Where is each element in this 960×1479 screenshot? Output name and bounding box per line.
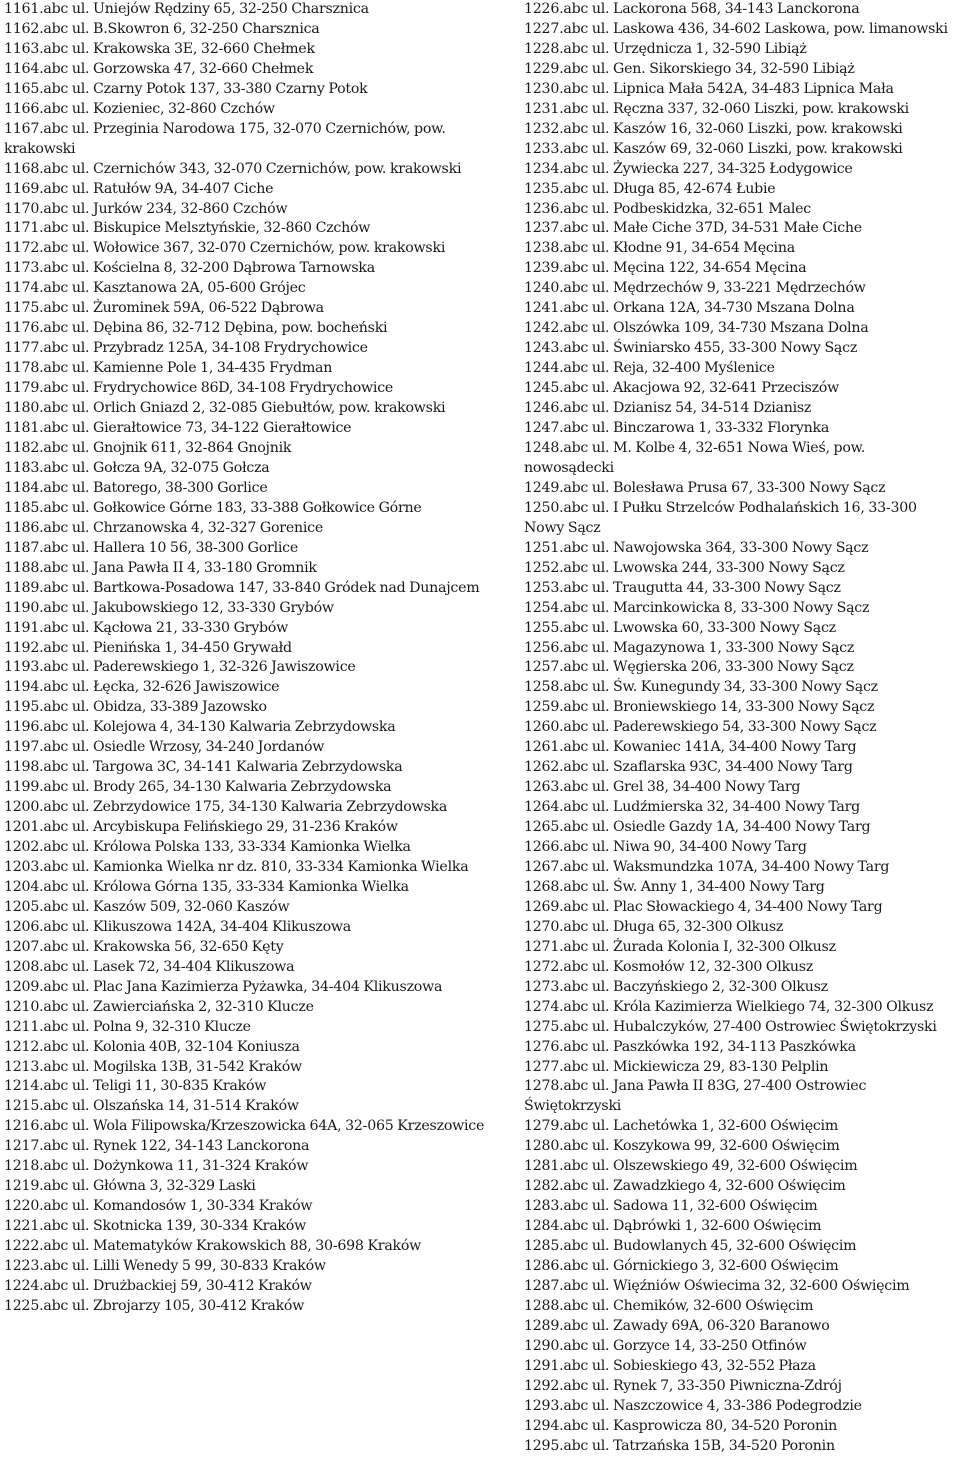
address-entry: 1280.abc ul. Koszykowa 99, 32-600 Oświęcim [524, 1138, 840, 1155]
address-entry: 1190.abc ul. Jakubowskiego 12, 33-330 Grybów [4, 599, 334, 616]
address-entry: 1232.abc ul. Kaszów 16, 32-060 Liszki, pow. krakowski [524, 120, 903, 137]
address-entry: 1294.abc ul. Kasprowicza 80, 34-520 Poronin [524, 1417, 838, 1434]
address-entry: 1179.abc ul. Frydrychowice 86D, 34-108 Frydrychowice [4, 380, 394, 397]
address-entry: 1240.abc ul. Mędrzechów 9, 33-221 Mędrzechów [524, 280, 866, 297]
address-entry: 1198.abc ul. Targowa 3C, 34-141 Kalwaria Zebrzydowska [4, 759, 403, 776]
address-entry: 1209.abc ul. Plac Jana Kazimierza Pyżawka, 34-404 Klikuszowa [4, 978, 443, 995]
address-entry: 1161.abc ul. Uniejów Rędziny 65, 32-250 Charsznica [4, 1, 369, 17]
address-entry: 1247.abc ul. Binczarowa 1, 33-332 Florynka [524, 420, 830, 437]
address-entry: 1230.abc ul. Lipnica Mała 542A, 34-483 Lipnica Mała [524, 80, 894, 97]
address-entry: 1172.abc ul. Wołowice 367, 32-070 Czernichów, pow. krakowski [4, 240, 446, 257]
address-entry: 1226.abc ul. Lackorona 568, 34-143 Lanckorona [524, 1, 860, 17]
address-entry: 1225.abc ul. Zbrojarzy 105, 30-412 Kraków [4, 1297, 305, 1314]
address-entry: 1228.abc ul. Urzędnicza 1, 32-590 Libiąż [524, 40, 807, 57]
address-entry: 1173.abc ul. Kościelna 8, 32-200 Dąbrowa Tarnowska [4, 260, 375, 277]
address-entry: 1265.abc ul. Osiedle Gazdy 1A, 34-400 Nowy Targ [524, 819, 871, 836]
address-entry: 1288.abc ul. Chemików, 32-600 Oświęcim [524, 1297, 814, 1314]
address-entry: 1223.abc ul. Lilli Wenedy 5 99, 30-833 Kraków [4, 1258, 326, 1275]
address-entry: 1284.abc ul. Dąbrówki 1, 32-600 Oświęcim [524, 1218, 822, 1235]
address-entry: 1231.abc ul. Ręczna 337, 32-060 Liszki, pow. krakowski [524, 100, 909, 117]
address-entry: 1199.abc ul. Brody 265, 34-130 Kalwaria Zebrzydowska [4, 779, 392, 796]
address-entry: 1166.abc ul. Kozieniec, 32-860 Czchów [4, 100, 275, 117]
address-entry: 1267.abc ul. Waksmundzka 107A, 34-400 Nowy Targ [524, 858, 890, 875]
address-entry: 1197.abc ul. Osiedle Wrzosy, 34-240 Jordanów [4, 739, 325, 756]
address-entry: 1203.abc ul. Kamionka Wielka nr dz. 810, 33-334 Kamionka Wielka [4, 858, 469, 875]
address-entry: 1193.abc ul. Paderewskiego 1, 32-326 Jawiszowice [4, 659, 356, 676]
address-entry: 1290.abc ul. Gorzyce 14, 33-250 Otfinów [524, 1337, 807, 1354]
address-entry: 1210.abc ul. Zawierciańska 2, 32-310 Klucze [4, 998, 314, 1015]
address-entry: 1251.abc ul. Nawojowska 364, 33-300 Nowy Sącz [524, 539, 869, 556]
address-list-right-column [524, 0, 958, 1457]
address-entry: 1216.abc ul. Wola Filipowska/Krzeszowicka 64A, 32-065 Krzeszowice [4, 1118, 485, 1135]
address-entry: 1263.abc ul. Grel 38, 34-400 Nowy Targ [524, 779, 801, 796]
address-entry: 1188.abc ul. Jana Pawła II 4, 33-180 Gromnik [4, 559, 317, 576]
address-entry: 1275.abc ul. Hubalczyków, 27-400 Ostrowiec Świętokrzyski [524, 1018, 937, 1035]
address-entry: 1207.abc ul. Krakowska 56, 32-650 Kęty [4, 938, 284, 955]
address-entry: 1175.abc ul. Żurominek 59A, 06-522 Dąbrowa [4, 300, 324, 317]
address-entry: 1200.abc ul. Zebrzydowice 175, 34-130 Kalwaria Zebrzydowska [4, 799, 448, 816]
address-entry: 1277.abc ul. Mickiewicza 29, 83-130 Pelplin [524, 1058, 829, 1075]
address-entry: 1249.abc ul. Bolesława Prusa 67, 33-300 Nowy Sącz [524, 479, 886, 496]
address-entry: 1245.abc ul. Akacjowa 92, 32-641 Przeciszów [524, 380, 839, 397]
address-entry: 1233.abc ul. Kaszów 69, 32-060 Liszki, pow. krakowski [524, 140, 903, 157]
address-entry: 1258.abc ul. Św. Kunegundy 34, 33-300 Nowy Sącz [524, 679, 878, 696]
address-entry: 1237.abc ul. Małe Ciche 37D, 34-531 Małe Ciche [524, 220, 862, 237]
address-entry: 1178.abc ul. Kamienne Pole 1, 34-435 Frydman [4, 360, 333, 377]
address-entry: 1214.abc ul. Teligi 11, 30-835 Kraków [4, 1078, 267, 1095]
address-entry: 1241.abc ul. Orkana 12A, 34-730 Mszana Dolna [524, 300, 855, 317]
address-entry: 1281.abc ul. Olszewskiego 49, 32-600 Oświęcim [524, 1158, 858, 1175]
address-entry: 1270.abc ul. Długa 65, 32-300 Olkusz [524, 918, 784, 935]
address-entry: 1163.abc ul. Krakowska 3E, 32-660 Chełmek [4, 40, 315, 57]
address-entry: 1206.abc ul. Klikuszowa 142A, 34-404 Klikuszowa [4, 918, 351, 935]
address-entry: 1174.abc ul. Kasztanowa 2A, 05-600 Grójec [4, 280, 306, 297]
address-entry: 1252.abc ul. Lwowska 244, 33-300 Nowy Sącz [524, 559, 845, 576]
address-entry: 1189.abc ul. Bartkowa-Posadowa 147, 33-840 Gródek nad Dunajcem [4, 579, 480, 596]
address-entry: 1187.abc ul. Hallera 10 56, 38-300 Gorlice [4, 539, 299, 556]
address-entry: 1180.abc ul. Orlich Gniazd 2, 32-085 Giebułtów, pow. krakowski [4, 400, 446, 417]
address-entry: 1289.abc ul. Zawady 69A, 06-320 Baranowo [524, 1317, 830, 1334]
address-entry: 1242.abc ul. Olszówka 109, 34-730 Mszana Dolna [524, 320, 869, 337]
address-entry: 1271.abc ul. Żurada Kolonia I, 32-300 Olkusz [524, 938, 836, 955]
address-entry: 1181.abc ul. Gierałtowice 73, 34-122 Gierałtowice [4, 420, 352, 437]
address-entry: 1274.abc ul. Króla Kazimierza Wielkiego 74, 32-300 Olkusz [524, 998, 934, 1015]
address-entry: 1268.abc ul. Św. Anny 1, 34-400 Nowy Targ [524, 878, 825, 895]
address-entry: 1169.abc ul. Ratułów 9A, 34-407 Ciche [4, 180, 274, 197]
address-entry: 1224.abc ul. Drużbackiej 59, 30-412 Kraków [4, 1278, 312, 1294]
address-entry: 1254.abc ul. Marcinkowicka 8, 33-300 Nowy Sącz [524, 599, 870, 616]
address-entry: 1164.abc ul. Gorzowska 47, 32-660 Chełmek [4, 60, 314, 77]
address-entry: 1176.abc ul. Dębina 86, 32-712 Dębina, pow. bocheński [4, 320, 388, 337]
address-entry: 1229.abc ul. Gen. Sikorskiego 34, 32-590 Libiąż [524, 60, 855, 77]
address-entry: 1185.abc ul. Gołkowice Górne 183, 33-388 Gołkowice Górne [4, 499, 422, 516]
address-entry: 1184.abc ul. Batorego, 38-300 Gorlice [4, 479, 268, 496]
address-entry: 1250.abc ul. I Pułku Strzelców Podhalańskich 16, 33-300 Nowy Sącz [524, 499, 917, 536]
address-entry: 1168.abc ul. Czernichów 343, 32-070 Czernichów, pow. krakowski [4, 160, 462, 177]
address-entry: 1212.abc ul. Kolonia 40B, 32-104 Koniusza [4, 1038, 300, 1055]
address-entry: 1292.abc ul. Rynek 7, 33-350 Piwniczna-Zdrój [524, 1377, 842, 1394]
address-entry: 1291.abc ul. Sobieskiego 43, 32-552 Płaza [524, 1357, 816, 1374]
address-entry: 1170.abc ul. Jurków 234, 32-860 Czchów [4, 200, 288, 217]
address-entry: 1196.abc ul. Kolejowa 4, 34-130 Kalwaria Zebrzydowska [4, 719, 396, 736]
address-list-left-column [4, 0, 492, 1317]
address-entry: 1227.abc ul. Laskowa 436, 34-602 Laskowa, pow. limanowski [524, 20, 948, 37]
address-entry: 1211.abc ul. Polna 9, 32-310 Klucze [4, 1018, 251, 1035]
address-entry: 1192.abc ul. Pienińska 1, 34-450 Grywałd [4, 639, 292, 656]
address-entry: 1186.abc ul. Chrzanowska 4, 32-327 Gorenice [4, 519, 323, 536]
address-entry: 1195.abc ul. Obidza, 33-389 Jazowsko [4, 699, 267, 716]
address-entry: 1171.abc ul. Biskupice Melsztyńskie, 32-860 Czchów [4, 220, 371, 237]
address-entry: 1235.abc ul. Długa 85, 42-674 Łubie [524, 180, 776, 197]
address-entry: 1261.abc ul. Kowaniec 141A, 34-400 Nowy Targ [524, 739, 857, 756]
address-entry: 1222.abc ul. Matematyków Krakowskich 88, 30-698 Kraków [4, 1238, 422, 1255]
address-entry: 1256.abc ul. Magazynowa 1, 33-300 Nowy Sącz [524, 639, 855, 656]
address-entry: 1266.abc ul. Niwa 90, 34-400 Nowy Targ [524, 839, 807, 856]
address-entry: 1213.abc ul. Mogilska 13B, 31-542 Kraków [4, 1058, 302, 1075]
address-entry: 1201.abc ul. Arcybiskupa Felińskiego 29, 31-236 Kraków [4, 819, 398, 836]
address-entry: 1248.abc ul. M. Kolbe 4, 32-651 Nowa Wieś, pow. nowosądecki [524, 439, 866, 476]
address-entry: 1283.abc ul. Sadowa 11, 32-600 Oświęcim [524, 1198, 818, 1215]
address-entry: 1221.abc ul. Skotnicka 139, 30-334 Kraków [4, 1218, 306, 1235]
address-entry: 1257.abc ul. Węgierska 206, 33-300 Nowy Sącz [524, 659, 854, 676]
address-entry: 1182.abc ul. Gnojnik 611, 32-864 Gnojnik [4, 439, 292, 456]
address-entry: 1259.abc ul. Broniewskiego 14, 33-300 Nowy Sącz [524, 699, 875, 716]
address-entry: 1219.abc ul. Główna 3, 32-329 Laski [4, 1178, 256, 1195]
address-entry: 1183.abc ul. Gołcza 9A, 32-075 Gołcza [4, 459, 270, 476]
address-entry: 1285.abc ul. Budowlanych 45, 32-600 Oświęcim [524, 1238, 857, 1255]
address-entry: 1191.abc ul. Kącłowa 21, 33-330 Grybów [4, 619, 288, 636]
address-entry: 1279.abc ul. Lachetówka 1, 32-600 Oświęcim [524, 1118, 839, 1135]
address-entry: 1264.abc ul. Ludźmierska 32, 34-400 Nowy Targ [524, 799, 861, 816]
address-entry: 1273.abc ul. Baczyńskiego 2, 32-300 Olkusz [524, 978, 828, 995]
address-entry: 1220.abc ul. Komandosów 1, 30-334 Kraków [4, 1198, 313, 1215]
address-entry: 1217.abc ul. Rynek 122, 34-143 Lanckorona [4, 1138, 310, 1155]
address-entry: 1246.abc ul. Dzianisz 54, 34-514 Dzianisz [524, 400, 812, 417]
address-entry: 1202.abc ul. Królowa Polska 133, 33-334 Kamionka Wielka [4, 839, 411, 856]
address-entry: 1218.abc ul. Dożynkowa 11, 31-324 Kraków [4, 1158, 309, 1175]
address-entry: 1243.abc ul. Świniarsko 455, 33-300 Nowy Sącz [524, 340, 858, 357]
address-entry: 1287.abc ul. Więźniów Oświecima 32, 32-600 Oświęcim [524, 1278, 910, 1294]
address-entry: 1278.abc ul. Jana Pawła II 83G, 27-400 Ostrowiec Świętokrzyski [524, 1078, 867, 1115]
address-entry: 1162.abc ul. B.Skowron 6, 32-250 Charsznica [4, 20, 320, 37]
address-entry: 1239.abc ul. Męcina 122, 34-654 Męcina [524, 260, 807, 277]
address-entry: 1260.abc ul. Paderewskiego 54, 33-300 Nowy Sącz [524, 719, 877, 736]
address-entry: 1255.abc ul. Lwowska 60, 33-300 Nowy Sącz [524, 619, 836, 636]
address-entry: 1204.abc ul. Królowa Górna 135, 33-334 Kamionka Wielka [4, 878, 409, 895]
address-entry: 1194.abc ul. Łęcka, 32-626 Jawiszowice [4, 679, 280, 696]
address-entry: 1295.abc ul. Tatrzańska 15B, 34-520 Poronin [524, 1437, 835, 1454]
address-entry: 1269.abc ul. Plac Słowackiego 4, 34-400 Nowy Targ [524, 898, 883, 915]
address-entry: 1293.abc ul. Naszczowice 4, 33-386 Podegrodzie [524, 1397, 862, 1414]
address-entry: 1234.abc ul. Żywiecka 227, 34-325 Łodygowice [524, 160, 853, 177]
address-entry: 1253.abc ul. Traugutta 44, 33-300 Nowy Sącz [524, 579, 841, 596]
address-entry: 1205.abc ul. Kaszów 509, 32-060 Kaszów [4, 898, 290, 915]
address-entry: 1208.abc ul. Lasek 72, 34-404 Klikuszowa [4, 958, 295, 975]
address-entry: 1272.abc ul. Kosmołów 12, 32-300 Olkusz [524, 958, 814, 975]
address-entry: 1165.abc ul. Czarny Potok 137, 33-380 Czarny Potok [4, 80, 368, 97]
address-entry: 1286.abc ul. Górnickiego 3, 32-600 Oświęcim [524, 1258, 839, 1275]
address-entry: 1282.abc ul. Zawadzkiego 4, 32-600 Oświęcim [524, 1178, 846, 1195]
address-entry: 1244.abc ul. Reja, 32-400 Myślenice [524, 360, 775, 377]
address-entry: 1167.abc ul. Przeginia Narodowa 175, 32-070 Czernichów, pow. krakowski [4, 120, 446, 157]
address-entry: 1215.abc ul. Olszańska 14, 31-514 Kraków [4, 1098, 299, 1115]
address-entry: 1262.abc ul. Szaflarska 93C, 34-400 Nowy Targ [524, 759, 853, 776]
address-entry: 1177.abc ul. Przybradz 125A, 34-108 Frydrychowice [4, 340, 368, 357]
address-entry: 1236.abc ul. Podbeskidzka, 32-651 Malec [524, 200, 811, 217]
address-entry: 1276.abc ul. Paszkówka 192, 34-113 Paszkówka [524, 1038, 856, 1055]
address-entry: 1238.abc ul. Kłodne 91, 34-654 Męcina [524, 240, 795, 257]
